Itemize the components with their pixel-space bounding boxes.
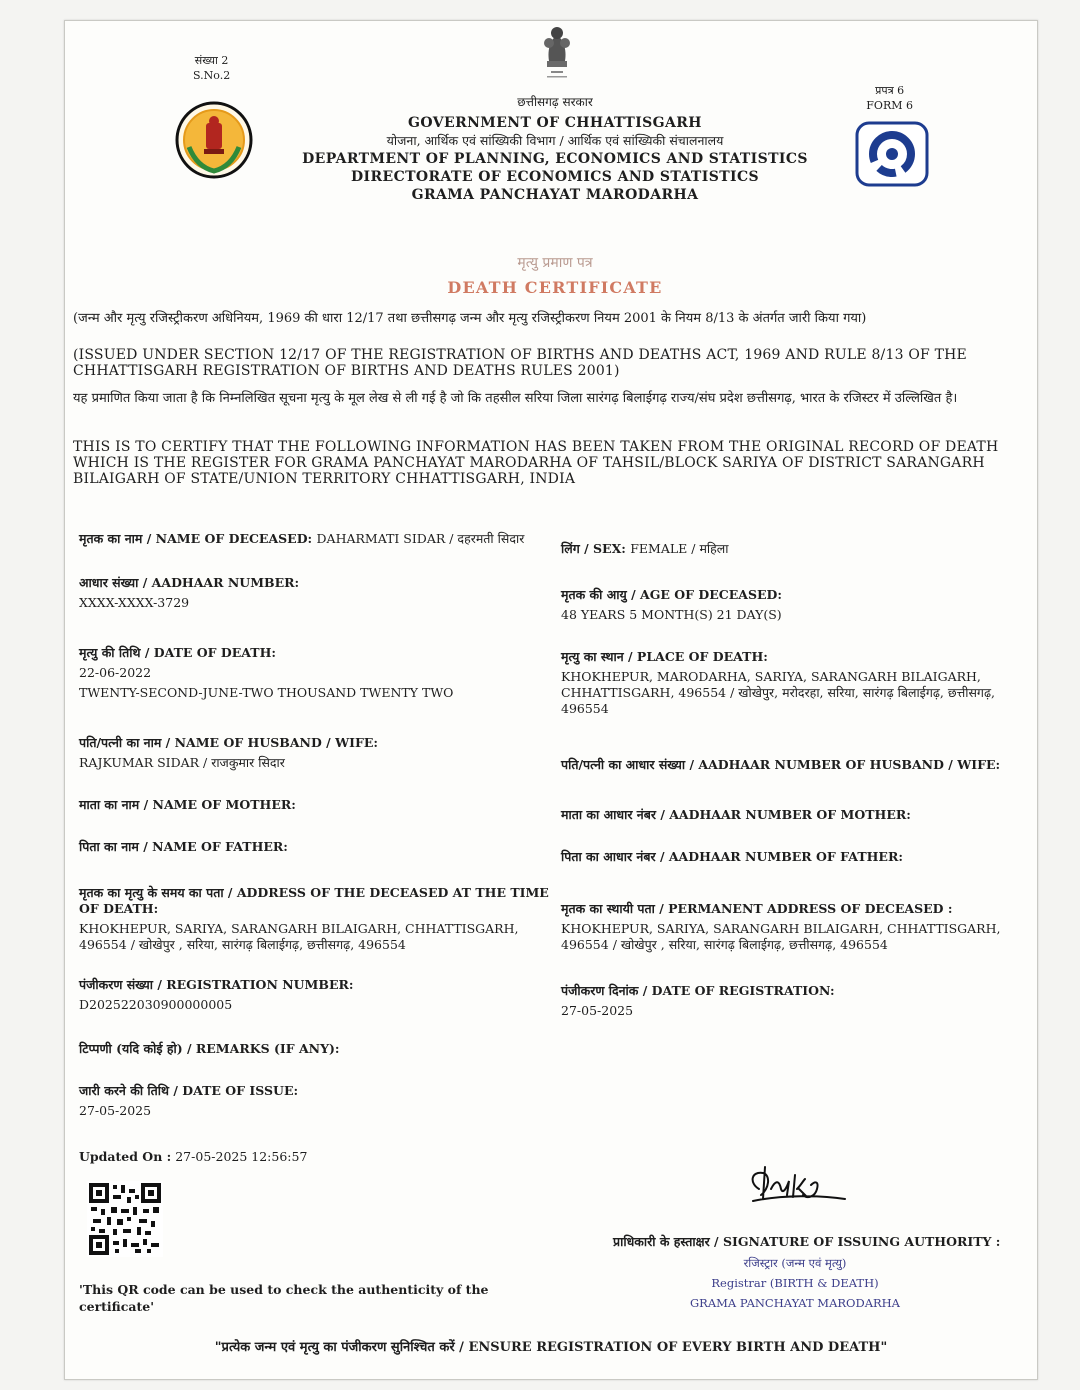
spouse-name-field <box>79 735 553 771</box>
remarks-label: टिप्पणी (यदि कोई हो) / REMARKS (IF ANY): <box>79 1041 340 1056</box>
registrar-title-hi: रजिस्ट्रार (जन्म एवं मृत्यु) <box>743 1256 847 1270</box>
certificate-title-hi: मृत्यु प्रमाण पत्र <box>517 255 593 271</box>
aadhaar-field <box>79 575 553 611</box>
act-reference-hi: (जन्म और मृत्यु रजिस्ट्रीकरण अधिनियम, 1969 की धारा 12/17 तथा छत्तीसगढ़ जन्म और मृत्यु रजिस्ट्रीकरण नियम 2001 के नियम 8/13 के अंतर्गत जारी किया गया) <box>73 311 867 326</box>
department-title: DEPARTMENT OF PLANNING, ECONOMICS AND STATISTICS <box>302 151 808 167</box>
registration-date-value: 27-05-2025 <box>561 1003 634 1018</box>
form-number-en: FORM 6 <box>866 99 913 112</box>
certificate-sheet <box>64 20 1038 1380</box>
father-name-label: पिता का नाम / NAME OF FATHER: <box>79 839 288 854</box>
aadhaar-value: XXXX-XXXX-3729 <box>79 595 190 610</box>
updated-on <box>79 1149 307 1164</box>
date-of-issue-value: 27-05-2025 <box>79 1103 152 1118</box>
serial-number <box>193 53 230 83</box>
form-number <box>866 83 913 113</box>
date-of-death-value: 22-06-2022 <box>79 665 152 680</box>
place-of-death-value: KHOKHEPUR, MARODARHA, SARIYA, SARANGARH BILAIGARH, CHHATTISGARH, 496554 / खोखेपुर, मरोदरहा, सरिया, सारंगढ़ बिलाईगढ़, छत्तीसगढ़, 496554 <box>561 669 995 716</box>
registration-date-field <box>561 983 1021 1019</box>
department-hi: योजना, आर्थिक एवं सांख्यिकी विभाग / आर्थिक एवं सांख्यिकी संचालनालय <box>386 133 724 148</box>
sex-label: लिंग / SEX: <box>561 541 626 556</box>
name-of-deceased-label: मृतक का नाम / NAME OF DECEASED: <box>79 531 313 546</box>
age-field <box>561 587 1021 623</box>
place-of-death-label: मृत्यु का स्थान / PLACE OF DEATH: <box>561 649 768 664</box>
serial-number-en: S.No.2 <box>193 69 231 82</box>
date-of-death-words: TWENTY-SECOND-JUNE-TWO THOUSAND TWENTY TWO <box>79 685 454 700</box>
mother-aadhaar-label: माता का आधार नंबर / AADHAAR NUMBER OF MOTHER: <box>561 807 911 822</box>
act-reference-en: (ISSUED UNDER SECTION 12/17 OF THE REGISTRATION OF BIRTHS AND DEATHS ACT, 1969 AND RULE 8/13 OF THE CHHATTISGARH REGISTRATION OF BIRTHS AND DEATHS RULES 2001) <box>73 347 967 379</box>
footer-slogan: "प्रत्येक जन्म एवं मृत्यु का पंजीकरण सुनिश्चित करें / ENSURE REGISTRATION OF EVERY BIRTH AND DEATH" <box>214 1340 888 1355</box>
registration-date-label: पंजीकरण दिनांक / DATE OF REGISTRATION: <box>561 983 835 998</box>
registrar-title-en: Registrar (BIRTH & DEATH) <box>711 1276 879 1290</box>
address-at-death-label: मृतक का मृत्यु के समय का पता / ADDRESS OF THE DECEASED AT THE TIME OF DEATH: <box>79 885 549 916</box>
directorate-title: DIRECTORATE OF ECONOMICS AND STATISTICS <box>350 169 760 185</box>
certificate-title-en: DEATH CERTIFICATE <box>447 278 663 297</box>
permanent-address-field <box>561 901 1021 953</box>
panchayat-title: GRAMA PANCHAYAT MARODARHA <box>411 187 699 203</box>
name-of-deceased-value: DAHARMATI SIDAR / दहरमती सिदार <box>316 531 525 546</box>
permanent-address-value: KHOKHEPUR, SARIYA, SARANGARH BILAIGARH, CHHATTISGARH, 496554 / खोखेपुर , सरिया, सारंगढ़ बिलाईगढ़, छत्तीसगढ़, 496554 <box>561 921 1001 952</box>
certify-statement-hi: यह प्रमाणित किया जाता है कि निम्नलिखित सूचना मृत्यु के मूल लेख से ली गई है जो कि तहसील सरिया जिला सारंगढ़ बिलाईगढ़ राज्य/संघ प्रदेश छत्तीसगढ़, भारत के रजिस्टर में उल्लिखित है। <box>73 391 958 406</box>
form-number-hi: प्रपत्र 6 <box>875 84 905 97</box>
date-of-issue-label: जारी करने की तिथि / DATE OF ISSUE: <box>79 1083 299 1098</box>
father-aadhaar-label: पिता का आधार नंबर / AADHAAR NUMBER OF FATHER: <box>561 849 903 864</box>
updated-on-value: 27-05-2025 12:56:57 <box>175 1149 308 1164</box>
date-of-death-field <box>79 645 553 701</box>
age-value: 48 YEARS 5 MONTH(S) 21 DAY(S) <box>561 607 782 622</box>
spouse-aadhaar-label: पति/पत्नी का आधार संख्या / AADHAAR NUMBER OF HUSBAND / WIFE: <box>561 757 1001 772</box>
sex-value: FEMALE / महिला <box>630 541 729 556</box>
certificate-title <box>365 253 745 297</box>
signing-authority-label: प्राधिकारी के हस्ताक्षर / SIGNATURE OF ISSUING AUTHORITY : <box>613 1234 1001 1249</box>
date-of-death-label: मृत्यु की तिथि / DATE OF DEATH: <box>79 645 277 660</box>
certify-statement-en: THIS IS TO CERTIFY THAT THE FOLLOWING INFORMATION HAS BEEN TAKEN FROM THE ORIGINAL RECORD OF DEATH WHICH IS THE REGISTER FOR GRAMA PANCHAYAT MARODARHA OF TAHSIL/BLOCK SARIYA OF DISTRICT SARANGARH BILAIGARH OF STATE/UNION TERRITORY CHHATTISGARH, INDIA <box>73 439 999 487</box>
date-of-issue-field <box>79 1083 553 1119</box>
aadhaar-label: आधार संख्या / AADHAAR NUMBER: <box>79 575 300 590</box>
state-name-hi: छत्तीसगढ़ सरकार <box>517 95 593 109</box>
permanent-address-label: मृतक का स्थायी पता / PERMANENT ADDRESS OF DECEASED : <box>561 901 953 916</box>
government-title: GOVERNMENT OF CHHATTISGARH <box>408 115 702 131</box>
birth-death-logo-icon <box>855 121 929 187</box>
updated-on-label: Updated On : <box>79 1149 172 1164</box>
address-at-death-value: KHOKHEPUR, SARIYA, SARANGARH BILAIGARH, CHHATTISGARH, 496554 / खोखेपुर , सरिया, सारंगढ़ बिलाईगढ़, छत्तीसगढ़, 496554 <box>79 921 519 952</box>
chhattisgarh-seal-icon <box>175 101 253 179</box>
letterhead <box>265 93 845 204</box>
spouse-name-label: पति/पत्नी का नाम / NAME OF HUSBAND / WIFE: <box>79 735 378 750</box>
registrar-block <box>625 1253 965 1313</box>
spouse-name-value: RAJKUMAR SIDAR / राजकुमार सिदार <box>79 755 285 770</box>
registration-number-value: D202522030900000005 <box>79 997 233 1012</box>
age-label: मृतक की आयु / AGE OF DECEASED: <box>561 587 782 602</box>
registration-number-label: पंजीकरण संख्या / REGISTRATION NUMBER: <box>79 977 354 992</box>
serial-number-hi: संख्या 2 <box>194 54 229 67</box>
mother-name-label: माता का नाम / NAME OF MOTHER: <box>79 797 296 812</box>
registrar-office: GRAMA PANCHAYAT MARODARHA <box>690 1296 900 1310</box>
sex-field <box>561 541 1021 557</box>
qr-code[interactable] <box>87 1181 163 1257</box>
national-emblem-icon <box>535 21 579 81</box>
qr-note: 'This QR code can be used to check the authenticity of the certificate' <box>79 1282 489 1314</box>
address-at-death-field <box>79 885 553 953</box>
name-of-deceased-field <box>79 531 553 547</box>
place-of-death-field <box>561 649 1021 717</box>
signature-image <box>741 1159 851 1209</box>
registration-number-field <box>79 977 553 1013</box>
